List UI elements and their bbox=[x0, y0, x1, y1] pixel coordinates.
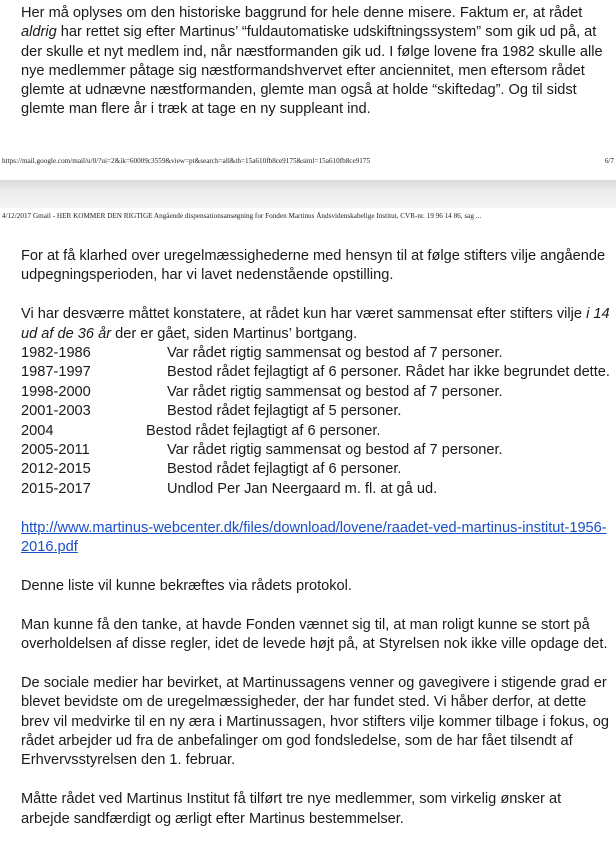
confirm-paragraph: Denne liste vil kunne bekræftes via rådets protokol. bbox=[21, 577, 352, 594]
footer-page-number: 6/7 bbox=[604, 157, 614, 165]
period-years: 2001-2003 bbox=[21, 403, 91, 420]
period-row bbox=[21, 344, 611, 363]
period-text: Var rådet rigtig sammensat og bestod af 7 personer. bbox=[167, 383, 503, 400]
period-row bbox=[21, 402, 611, 421]
period-row bbox=[21, 422, 611, 441]
period-row bbox=[21, 363, 611, 382]
period-text: Var rådet rigtig sammensat og bestod af 7 personer. bbox=[167, 442, 503, 459]
pdf-page-6 bbox=[0, 0, 616, 178]
period-row bbox=[21, 460, 611, 479]
pdf-page-7-body bbox=[21, 247, 611, 848]
period-row bbox=[21, 441, 611, 460]
constat-text-a: Vi har desværre måttet konstatere, at rådet kun har været sammensat efter stifters vilje bbox=[21, 306, 587, 323]
period-row bbox=[21, 480, 611, 499]
period-text: Bestod rådet fejlagtigt af 6 personer. bbox=[167, 461, 402, 478]
link-paragraph bbox=[21, 519, 611, 558]
social-media-paragraph: De sociale medier har bevirket, at Martinussagens venner og gavegivere i stigende grad er blevet bevidste om de uregelmæssigheder, der har fundet sted. Vi håber derfor, at dette brev vil medvirke til en ny æra i Martinussagen, hvor stifters vilje kommer tilbage i fokus, og rådet arbejder ud fra de anbefalinger om god fondsledelse, som de har fået tilsendt af Erhvervsstyrelsen den 1. februar. bbox=[21, 674, 610, 769]
period-years: 1998-2000 bbox=[21, 383, 91, 400]
para1-emphasis: aldrig bbox=[21, 24, 57, 41]
constat-text-b: der er gået, siden Martinus’ bortgang. bbox=[111, 325, 358, 342]
closing-paragraph: Måtte rådet ved Martinus Institut få tilført tre nye medlemmer, som virkelig ønsker at arbejde sandfærdigt og ærligt efter Martinus bestemmelser. bbox=[21, 791, 562, 827]
constatation-text bbox=[21, 305, 611, 344]
period-list bbox=[21, 305, 611, 499]
footer-url: https://mail.google.com/mail/u/0/?ui=2&ik=60009c3559&view=pt&search=all&th=15a610fb8ce9175&siml=15a610fb8ce9175 bbox=[2, 157, 371, 165]
intro-paragraph: For at få klarhed over uregelmæssighederne med hensyn til at følge stifters vilje angående udpegningsperioden, har vi lavet nedenstående opstilling. bbox=[21, 248, 606, 284]
period-text: Var rådet rigtig sammensat og bestod af 7 personer. bbox=[167, 345, 503, 362]
period-years: 2012-2015 bbox=[21, 461, 91, 478]
page-footer bbox=[2, 157, 614, 165]
period-years: 1987-1997 bbox=[21, 364, 91, 381]
thought-paragraph: Man kunne få den tanke, at havde Fonden vænnet sig til, at man roligt kunne se stort på overholdelsen af disse regler, idet de levede højt på, at Styrelsen nok ikke ville opdage det. bbox=[21, 616, 608, 653]
period-text: Bestod rådet fejlagtigt af 6 personer. bbox=[146, 422, 381, 439]
page-separator bbox=[0, 180, 616, 208]
historical-background-paragraph bbox=[21, 4, 611, 120]
page-header: 4/12/2017 Gmail - HER KOMMER DEN RIGTIGE Angående dispensationsansøgning for Fonden Martinus Åndsvidenskabelige Institut, CVR-nr. 19 96 14 86, sag ... bbox=[2, 212, 482, 220]
period-text: Bestod rådet fejlagtigt af 6 personer. Rådet har ikke begrundet dette. bbox=[167, 364, 610, 381]
period-years: 2015-2017 bbox=[21, 480, 91, 497]
lovene-pdf-link[interactable]: http://www.martinus-webcenter.dk/files/download/lovene/raadet-ved-martinus-institut-1956-2016.pdf bbox=[21, 519, 607, 556]
period-row bbox=[21, 383, 611, 402]
para1-text-a: Her må oplyses om den historiske baggrund for hele denne misere. Faktum er, at rådet bbox=[21, 5, 583, 21]
period-text: Bestod rådet fejlagtigt af 5 personer. bbox=[167, 403, 402, 420]
constat-emphasis: i 14 ud af de 36 år bbox=[21, 306, 610, 342]
period-years: 1982-1986 bbox=[21, 345, 91, 362]
period-years: 2004 bbox=[21, 422, 54, 439]
period-text: Undlod Per Jan Neergaard m. fl. at gå ud. bbox=[167, 480, 438, 497]
para1-text-b: har rettet sig efter Martinus’ “fuldautomatiske udskiftningssystem” som gik ud på, at der skulle et nyt medlem ind, når næstformanden gik ud. I følge lovene fra 1982 skulle alle nye medlemmer påtage sig næstformandshvervet efter anciennitet, men eftersom rådet glemte at udnævne næstformanden, glemte man også at holde “skiftedag”. Og til sidst glemte man flere år i træk at tage en ny suppleant ind. bbox=[21, 24, 603, 118]
period-years: 2005-2011 bbox=[21, 442, 90, 459]
